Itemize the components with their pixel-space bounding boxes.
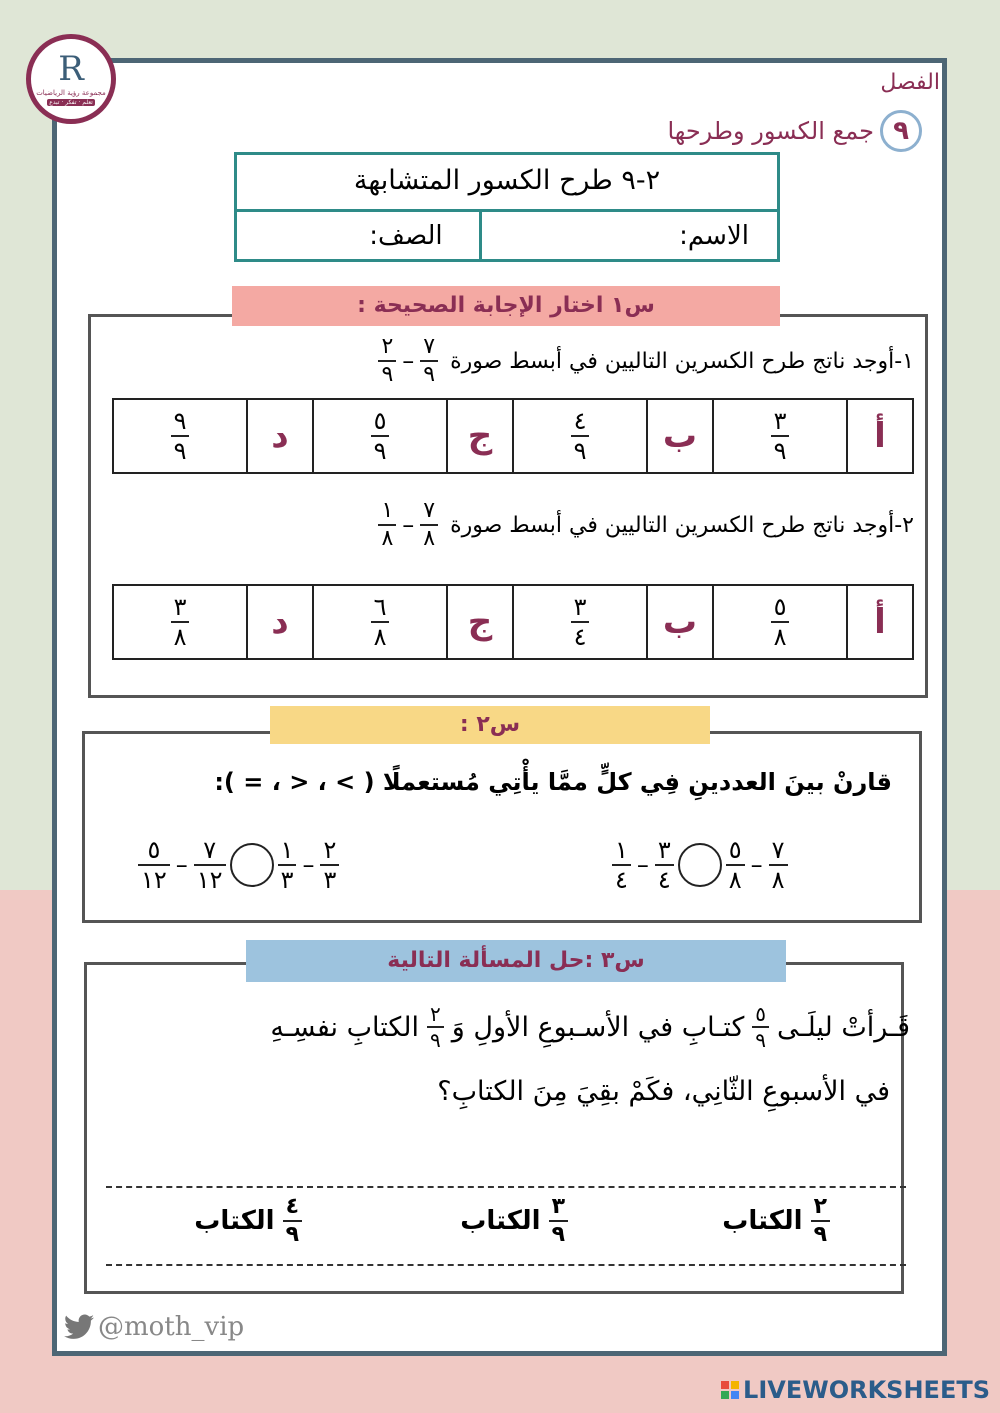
fraction-numerator: ٥ (147, 836, 161, 864)
fraction-denominator: ٩ (427, 1026, 444, 1050)
choice-word: الكتاب (194, 1206, 275, 1236)
option-d-answer[interactable] (114, 400, 246, 472)
q2-comparison-1 (612, 838, 788, 892)
fraction-denominator: ٤ (612, 864, 631, 892)
q2-comparison-2 (138, 838, 339, 892)
option-a-answer[interactable] (712, 586, 846, 658)
fraction-numerator: ٤ (573, 407, 587, 435)
fraction-numerator: ٥ (773, 593, 787, 621)
option-c-answer[interactable] (312, 586, 446, 658)
fraction-denominator: ٩ (371, 435, 390, 463)
q3-text-part: الكتابِ نفسِـهِ (270, 1011, 420, 1043)
q1-item2-prompt-row (378, 500, 914, 550)
option-label[interactable]: د (246, 400, 312, 472)
fraction-denominator: ٣ (278, 864, 297, 892)
minus-sign: – (402, 347, 415, 375)
option-label[interactable]: د (246, 586, 312, 658)
q1-item1-prompt-row (378, 336, 914, 386)
option-b-answer[interactable] (512, 400, 646, 472)
chapter-label: الفصل (880, 70, 940, 95)
q3-problem-line2: في الأسبوعِ الثّانِي، فكَمْ بقِيَ مِنَ الكتابِ؟ (437, 1076, 890, 1107)
minus-sign: – (402, 511, 415, 539)
fraction-numerator: ٦ (373, 593, 387, 621)
fraction-numerator: ٢ (430, 1002, 441, 1026)
fraction-denominator: ٨ (171, 621, 190, 649)
fraction-denominator: ٨ (420, 524, 438, 550)
fraction-denominator: ٨ (771, 621, 790, 649)
minus-sign: – (175, 851, 188, 879)
fraction-denominator: ٩ (752, 1026, 769, 1050)
fraction-denominator: ٤ (571, 621, 590, 649)
comparison-circle-2[interactable] (230, 843, 274, 887)
fraction-numerator: ٥ (373, 407, 387, 435)
q1-banner: س١ اختار الإجابة الصحيحة : (232, 286, 780, 326)
twitter-bird-icon (64, 1314, 94, 1340)
twitter-handle: @moth_vip (98, 1312, 245, 1342)
liveworksheets-logo-icon (721, 1381, 739, 1399)
comparison-circle-1[interactable] (678, 843, 722, 887)
fraction-numerator: ٣ (573, 593, 587, 621)
q2-prompt: قارنْ بينَ العددينِ فِي كلٍّ ممَّا يأْتِي مُستعملًا ( > ، < ، = ): (214, 768, 892, 796)
twitter-credit (64, 1312, 244, 1342)
fraction-denominator: ٩ (283, 1220, 302, 1246)
fraction-denominator: ٩ (771, 435, 790, 463)
fraction-numerator: ٥ (755, 1002, 767, 1026)
fraction-numerator: ٢ (381, 334, 394, 359)
fraction-denominator: ١٢ (138, 864, 170, 892)
q2-banner: س٢ : (270, 706, 710, 744)
fraction-numerator: ٧ (771, 836, 785, 864)
option-c-answer[interactable] (312, 400, 446, 472)
fraction-numerator: ٢ (813, 1194, 827, 1219)
fraction-numerator: ٥ (728, 836, 742, 864)
fraction-denominator: ١٢ (194, 864, 226, 892)
name-field[interactable]: الاسم: (479, 212, 777, 262)
lesson-title-box (234, 152, 780, 262)
minus-sign: – (636, 851, 649, 879)
option-label[interactable]: أ (846, 586, 912, 658)
option-a-answer[interactable] (712, 400, 846, 472)
option-label[interactable]: ج (446, 400, 512, 472)
fraction-denominator: ٤ (655, 864, 674, 892)
class-field[interactable]: الصف: (369, 221, 443, 251)
divider (106, 1264, 906, 1266)
fraction-numerator: ٣ (173, 593, 187, 621)
liveworksheets-brand[interactable] (721, 1376, 990, 1404)
fraction-numerator: ٧ (423, 498, 436, 523)
choice-word: الكتاب (722, 1206, 803, 1236)
fraction-numerator: ٧ (423, 334, 436, 359)
option-d-answer[interactable] (114, 586, 246, 658)
q3-choice-3[interactable] (194, 1196, 302, 1246)
fraction-numerator: ١ (280, 836, 294, 864)
fraction-numerator: ٧ (203, 836, 217, 864)
fraction-numerator: ٢ (323, 836, 337, 864)
fraction-numerator: ١ (615, 836, 628, 864)
fraction-numerator: ٤ (285, 1194, 299, 1219)
logo: R مجموعة رؤية الرياضيات تعلم · تفكر · تبدع (26, 34, 116, 124)
q3-choice-2[interactable] (460, 1196, 568, 1246)
divider (106, 1186, 906, 1188)
option-label[interactable]: ج (446, 586, 512, 658)
fraction-denominator: ٩ (171, 435, 190, 463)
q1-item2-prompt: ٢-أوجد ناتج طرح الكسرين التاليين في أبسط صورة (450, 512, 914, 538)
option-label[interactable]: ب (646, 400, 712, 472)
fraction-numerator: ٣ (551, 1194, 565, 1219)
choice-word: الكتاب (460, 1206, 541, 1236)
chapter-title-row (667, 110, 922, 152)
q3-text-part: قَـرأتْ ليلَـى (777, 1011, 910, 1043)
q2-box (82, 731, 922, 923)
fraction-numerator: ٣ (657, 836, 671, 864)
fraction-denominator: ٨ (378, 524, 396, 550)
fraction-denominator: ٩ (549, 1220, 568, 1246)
fraction-numerator: ١ (381, 498, 394, 523)
chapter-title: جمع الكسور وطرحها (667, 117, 874, 145)
lesson-title: ٢-٩ طرح الكسور المتشابهة (237, 155, 777, 212)
fraction-denominator: ٩ (571, 435, 590, 463)
brand-name: LIVEWORKSHEETS (743, 1376, 990, 1404)
q1-item1-prompt: ١-أوجد ناتج طرح الكسرين التاليين في أبسط صورة (450, 348, 914, 374)
fraction-denominator: ٨ (726, 864, 745, 892)
fraction-denominator: ٨ (371, 621, 390, 649)
option-label[interactable]: أ (846, 400, 912, 472)
fraction-denominator: ٩ (420, 360, 438, 386)
fraction-denominator: ٩ (378, 360, 396, 386)
q1-item2-expression (378, 500, 438, 550)
fraction-numerator: ٩ (173, 407, 187, 435)
option-b-answer[interactable] (512, 586, 646, 658)
fraction-denominator: ٣ (320, 864, 339, 892)
fraction-numerator: ٣ (773, 407, 787, 435)
minus-sign: – (302, 851, 315, 879)
q1-item1-options (112, 398, 914, 474)
q3-banner: س٣ :حل المسألة التالية (246, 940, 786, 982)
q3-choice-1[interactable] (722, 1196, 830, 1246)
minus-sign: – (750, 851, 763, 879)
fraction-denominator: ٩ (811, 1220, 830, 1246)
q1-item2-options (112, 584, 914, 660)
option-label[interactable]: ب (646, 586, 712, 658)
q3-text-part: كتـابِ في الأسـبوعِ الأولِ وَ (451, 1011, 745, 1043)
q1-item1-expression (378, 336, 438, 386)
chapter-number-badge: ٩ (880, 110, 922, 152)
fraction-denominator: ٨ (769, 864, 788, 892)
q3-problem-line1 (270, 1004, 910, 1050)
